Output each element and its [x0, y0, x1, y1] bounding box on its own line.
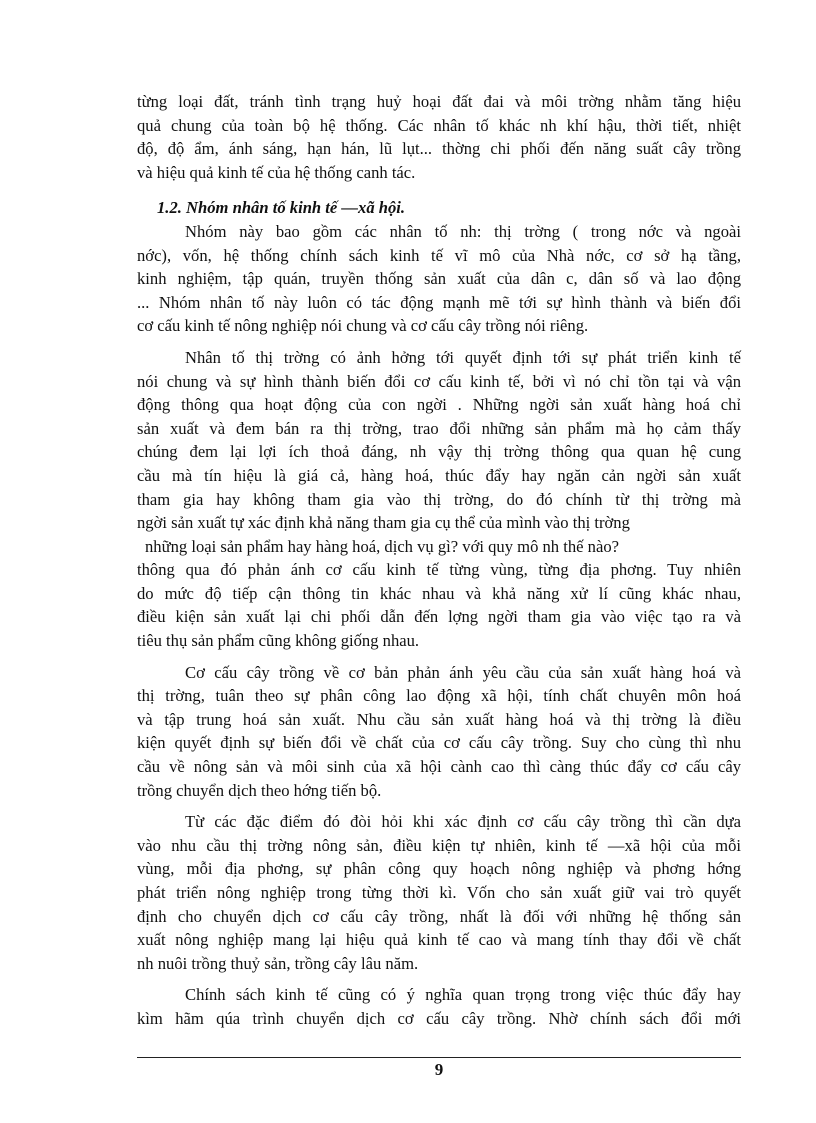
paragraph: [137, 220, 741, 338]
text-line: động thông qua hoạt động của con ngời . Những ngời sản xuất hàng hoá chỉ: [137, 395, 741, 415]
text-line: kìm hãm qúa trình chuyển dịch cơ cấu cây trồng. Nhờ chính sách đổi mới: [137, 1008, 741, 1028]
text-line: Chính sách kinh tế cũng có ý nghĩa quan trọng trong việc thúc đẩy hay: [185, 985, 741, 1005]
text-line: từng loại đất, tránh tình trạng huỷ hoại đất đai và môi trờng nhằm tăng hiệu: [137, 92, 741, 111]
text-line: vùng, mỗi địa phơng, sự phân công quy hoạch nông nghiệp và phơng hớng: [137, 859, 741, 879]
text-line: sản xuất và đem bán ra thị trờng, trao đổi những sản phẩm mà họ cảm thấy: [137, 418, 741, 438]
paragraph: [137, 983, 741, 1030]
text-line: Nhân tố thị trờng có ảnh hởng tới quyết định tới sự phát triển kinh tế: [185, 347, 741, 367]
text-line: quả chung của toàn bộ hệ thống. Các nhân tố khác nh khí hậu, thời tiết, nhiệt: [137, 115, 741, 135]
body-text: [137, 90, 741, 1031]
text-line: tiêu thụ sản phẩm cũng không giống nhau.: [137, 631, 420, 651]
text-line: nh nuôi trồng thuỷ sản, trồng cây lâu năm.: [137, 953, 419, 973]
paragraph: [137, 810, 741, 975]
text-line: kinh nghiệm, tập quán, truyền thống sản xuất của dân c, dân số và lao động: [137, 269, 741, 289]
text-line: thông qua đó phản ánh cơ cấu kinh tế từng vùng, từng địa phơng. Tuy nhiên: [137, 560, 741, 580]
text-line: phát triển nông nghiệp trong từng thời kì. Vốn cho sản xuất giữ vai trò quyết: [137, 883, 741, 902]
section-heading: 1.2. Nhóm nhân tố kinh tế —xã hội.: [157, 198, 406, 218]
paragraph: [137, 661, 741, 803]
footer-rule: [137, 1057, 741, 1058]
text-line: định cho chuyển dịch cơ cấu cây trồng, nhất là đối với những hệ thống sản: [137, 906, 741, 926]
text-line: cầu về nông sản và môi sinh của xã hội cành cao thì càng thúc đẩy cơ cấu cây: [137, 757, 741, 777]
text-line: trồng chuyển dịch theo hớng tiến bộ.: [137, 780, 382, 800]
text-line: cơ cấu kinh tế nông nghiệp nói chung và cơ cấu cây trồng nói riêng.: [137, 316, 589, 336]
text-line: những loại sản phẩm hay hàng hoá, dịch vụ gì? với quy mô nh thế nào?: [145, 536, 619, 556]
text-line: Nhóm này bao gồm các nhân tố nh: thị trờng ( trong nớc và ngoài: [185, 221, 741, 241]
text-line: xuất nông nghiệp mang lại hiệu quả kinh tế cao và mang tính thay đổi về chất: [137, 930, 741, 950]
page-number: 9: [434, 1060, 444, 1079]
text-line: thị trờng, tuân theo sự phân công lao động xã hội, tính chất chuyên môn hoá: [137, 686, 741, 706]
text-line: tham gia hay không tham gia vào thị trờng, do đó chính từ thị trờng mà: [137, 489, 741, 509]
text-line: ... Nhóm nhân tố này luôn có tác động mạnh mẽ tới sự hình thành và biến đổi: [137, 292, 741, 312]
text-line: nớc), vốn, hệ thống chính sách kinh tế vĩ mô của Nhà nớc, cơ sở hạ tầng,: [137, 245, 741, 265]
text-line: ngời sản xuất tự xác định khả năng tham gia cụ thể của mình vào thị trờng: [137, 513, 630, 533]
text-line: do mức độ tiếp cận thông tin khác nhau và khả năng xử lí cũng khác nhau,: [137, 583, 741, 603]
text-line: chúng đem lại lợi ích thoả đáng, nh vậy thị trờng thông qua quan hệ cung: [137, 442, 741, 462]
text-line: Cơ cấu cây trồng về cơ bản phản ánh yêu cầu của sản xuất hàng hoá và: [185, 662, 741, 682]
text-line: cầu mà tín hiệu là giá cả, hàng hoá, thúc đẩy hay ngăn cản ngời sản xuất: [137, 465, 741, 485]
text-line: vào nhu cầu thị trờng nông sản, điều kiện tự nhiên, kinh tế —xã hội của mỗi: [137, 835, 741, 855]
text-line: và tập trung hoá sản xuất. Nhu cầu sản xuất hàng hoá và thị trờng là điều: [137, 709, 741, 729]
paragraph: [137, 90, 741, 184]
text-line: Từ các đặc điểm đó đòi hỏi khi xác định cơ cấu cây trồng thì cần dựa: [185, 812, 741, 832]
text-line: kiện quyết định sự biến đổi về chất của cơ cấu cây trồng. Suy cho cùng thì nhu: [137, 733, 741, 753]
text-line: và hiệu quả kinh tế của hệ thống canh tác.: [137, 162, 416, 182]
text-line: điều kiện sản xuất lại chi phối dẫn đến lợng ngời tham gia vào việc tạo ra và: [137, 607, 741, 627]
text-line: nói chung và sự hình thành biến đổi cơ cấu kinh tế, bởi vì nó chỉ tồn tại và vận: [137, 371, 741, 391]
text-line: độ, độ ẩm, ánh sáng, hạn hán, lũ lụt... thờng chi phối đến năng suất cây trồng: [137, 139, 741, 159]
paragraph: [137, 346, 741, 653]
